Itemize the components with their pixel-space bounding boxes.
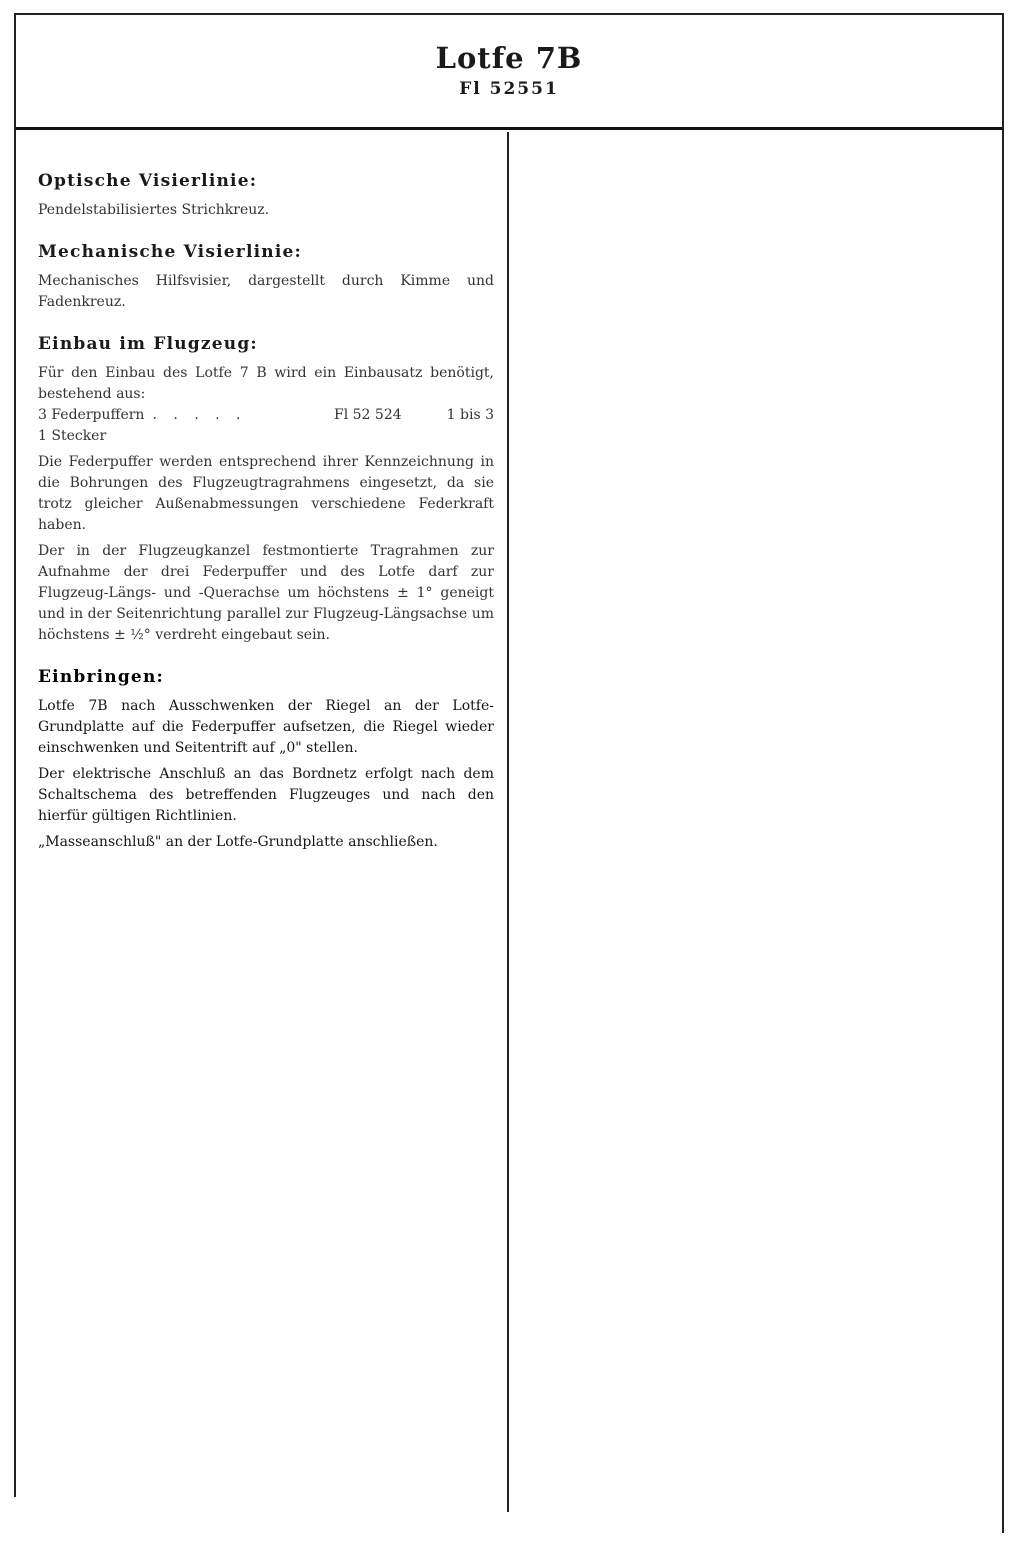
section-heading: Mechanische Visierlinie:	[38, 242, 302, 262]
page-title: Lotfe 7B	[435, 41, 583, 75]
frame-left-border	[14, 13, 16, 1497]
paragraph: Mechanisches Hilfsvisier, dargestellt durch Kimme und Fadenkreuz.	[38, 273, 494, 310]
section-heading: Einbau im Flugzeug:	[38, 334, 258, 354]
part-number: Fl 52 524	[334, 407, 402, 423]
paragraph: „Masseanschluß" an der Lotfe-Grundplatte anschließen.	[38, 834, 438, 850]
page-header	[16, 40, 1002, 100]
column-divider	[507, 132, 509, 1512]
header-divider	[16, 127, 1002, 130]
section-heading: Einbringen:	[38, 667, 164, 687]
left-column	[38, 170, 494, 873]
section-mechanical-sight-line	[38, 241, 494, 313]
paragraph: Die Federpuffer werden entsprechend ihrer Kennzeichnung in die Bohrungen des Flugzeugtragrahmens eingesetzt, da sie trotz gleicher Außenabmessungen verschiedene Federkraft haben.	[38, 454, 494, 533]
parts-list-row	[38, 426, 494, 447]
paragraph: Der in der Flugzeugkanzel festmontierte Tragrahmen zur Aufnahme der drei Federpuffer und des Lotfe darf zur Flugzeug-Längs- und -Querachse um höchstens ± 1° geneigt und in der Seitenrichtung parallel zur Flugzeug-Längsachse um höchstens ± ½° verdreht eingebaut sein.	[38, 543, 494, 643]
section-heading: Optische Visierlinie:	[38, 171, 258, 191]
part-name: 1 Stecker	[38, 428, 107, 444]
frame-top-border	[14, 13, 1004, 15]
part-range: 1 bis 3	[446, 407, 494, 423]
frame-right-border	[1002, 13, 1004, 1533]
paragraph-intro: Für den Einbau des Lotfe 7 B wird ein Einbausatz benötigt, bestehend aus:	[38, 365, 494, 402]
leader-dots: . . . . .	[152, 407, 247, 423]
section-installation	[38, 333, 494, 646]
part-number: Fl 52551	[459, 79, 559, 99]
paragraph: Der elektrische Anschluß an das Bordnetz erfolgt nach dem Schaltschema des betreffenden Flugzeuges und nach den hierfür gültigen Richtlinien.	[38, 766, 494, 824]
section-insertion	[38, 666, 494, 853]
paragraph: Pendelstabilisiertes Strichkreuz.	[38, 202, 270, 218]
parts-list-row	[38, 405, 494, 426]
paragraph: Lotfe 7B nach Ausschwenken der Riegel an der Lotfe-Grundplatte auf die Federpuffer aufsetzen, die Riegel wieder einschwenken und Seitentrift auf „0" stellen.	[38, 698, 494, 756]
part-name: 3 Federpuffern	[38, 407, 145, 423]
section-optical-sight-line	[38, 170, 494, 221]
